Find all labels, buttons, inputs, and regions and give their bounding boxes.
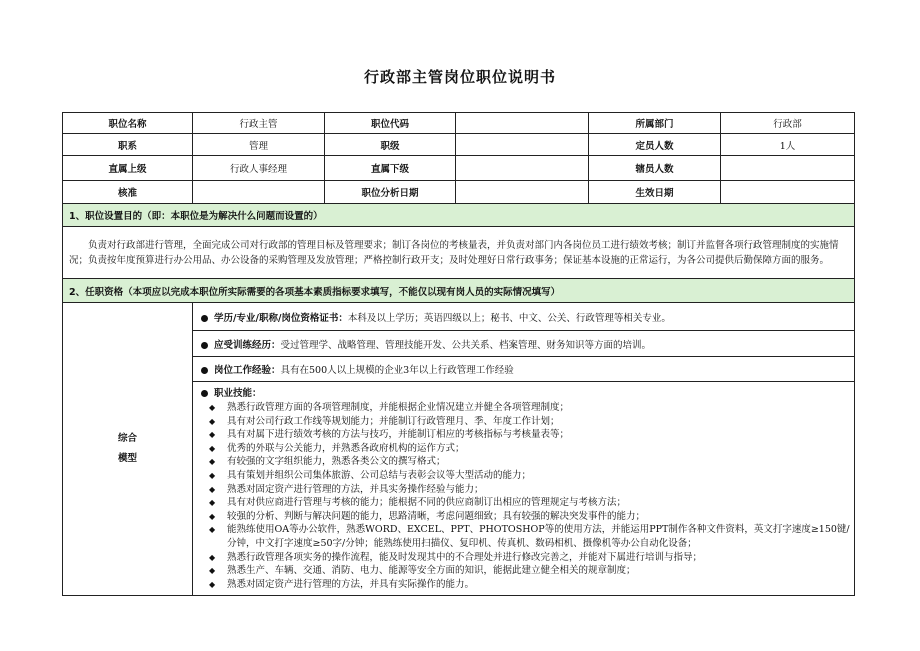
- training-value: 受过管理学、战略管理、管理技能开发、公共关系、档案管理、财务知识等方面的培训。: [280, 339, 652, 351]
- label-position-name: 职位名称: [63, 113, 193, 134]
- label-analysis-date: 职位分析日期: [325, 181, 456, 204]
- diamond-bullet-icon: ◆: [209, 484, 216, 494]
- value-analysis-date: [456, 181, 589, 204]
- value-direct-superior: 行政人事经理: [193, 156, 325, 181]
- skill-text: 具有对公司行政工作线等规划能力；并能制订行政管理月、季、年度工作计划；: [227, 415, 560, 427]
- skill-item: [201, 428, 850, 442]
- training-requirement: [193, 331, 855, 357]
- skill-text: 熟悉对固定资产进行管理的方法，并具有实际操作的能力。: [227, 578, 475, 590]
- value-direct-subordinate: [456, 156, 589, 181]
- label-approval: 核准: [63, 181, 193, 204]
- value-approval: [193, 181, 325, 204]
- job-description-table: [62, 112, 855, 596]
- education-requirement: [193, 303, 855, 331]
- skill-text: 熟悉对固定资产进行管理的方法，并具实务操作经验与能力；: [227, 483, 484, 495]
- skill-item: [201, 551, 850, 565]
- skill-item: [201, 442, 850, 456]
- info-row: [63, 134, 855, 156]
- skill-item: [201, 496, 850, 510]
- skill-text: 熟悉行政管理各项实务的操作流程，能及时发现其中的不合理处并进行修改完善之，并能对下属进行培训与指导；: [227, 551, 703, 563]
- experience-requirement: [193, 357, 855, 382]
- info-row: [63, 156, 855, 181]
- skill-text: 具有对供应商进行管理与考核的能力；能根据不同的供应商制订出相应的管理规定与考核方法；: [227, 497, 627, 509]
- section-2-heading: 2、任职资格（本项应以完成本职位所实际需要的各项基本素质指标要求填写，不能仅以现有岗人员的实际情况填写）: [63, 279, 855, 303]
- label-job-level: 职级: [325, 134, 456, 156]
- skill-text: 有较强的文字组织能力，熟悉各类公文的撰写格式；: [227, 456, 446, 468]
- diamond-bullet-icon: ◆: [209, 470, 216, 480]
- diamond-bullet-icon: ◆: [209, 403, 216, 412]
- training-label: 应受训练经历：: [214, 339, 281, 351]
- bullet-dot-icon: [201, 342, 208, 349]
- education-label: 学历/专业/职称/岗位资格证书：: [214, 312, 348, 324]
- info-row: [63, 113, 855, 134]
- diamond-bullet-icon: ◆: [209, 525, 216, 535]
- skill-text: 能熟练使用OA等办公软件，熟悉WORD、EXCEL、PPT、PHOTOSHOP等的使用方法，并能运用PPT制作各种文件资料，英文打字速度≥150键/分钟，中文打字速度≥50字/分钟；能熟练使用扫描仪、复印机、传真机、数码相机、摄像机等办公自动化设备；: [227, 524, 850, 549]
- label-direct-superior: 直属上级: [63, 156, 193, 181]
- composite-label-line1: 综合: [117, 433, 137, 444]
- diamond-bullet-icon: ◆: [209, 443, 216, 453]
- diamond-bullet-icon: ◆: [209, 579, 216, 589]
- skill-item: [201, 401, 850, 415]
- skill-item: [201, 483, 850, 497]
- value-job-family: 管理: [193, 134, 325, 156]
- skill-item: [201, 510, 850, 524]
- composite-label-line2: 模型: [117, 453, 137, 464]
- section-1-body: 负责对行政部进行管理，全面完成公司对行政部的管理目标及管理要求；制订各岗位的考核量表，并负责对部门内各岗位员工进行绩效考核；制订并监督各项行政管理制度的实施情况；负责按年度预算进行办公用品、办公设备的采购管理及发放管理；严格控制行政开支；及时处理好日常行政事务；保证基本设施的正常运行，为各公司提供后勤保障方面的服务。: [63, 227, 855, 279]
- label-job-family: 职系: [63, 134, 193, 156]
- skill-item: [201, 455, 850, 469]
- value-effective-date: [721, 181, 855, 204]
- bullet-dot-icon: [201, 390, 208, 397]
- experience-label: 岗位工作经验：: [214, 365, 281, 376]
- section-1-heading: 1、职位设置目的（即：本职位是为解决什么问题而设置的）: [63, 204, 855, 227]
- skills-label: 职业技能：: [214, 388, 262, 399]
- skills-requirement: [193, 382, 855, 596]
- skill-item: [201, 523, 850, 550]
- value-subordinate-count: [721, 156, 855, 181]
- skill-text: 熟悉行政管理方面的各项管理制度，并能根据企业情况建立并健全各项管理制度；: [227, 402, 570, 413]
- diamond-bullet-icon: ◆: [209, 511, 216, 521]
- diamond-bullet-icon: ◆: [209, 566, 216, 576]
- value-job-level: [456, 134, 589, 156]
- diamond-bullet-icon: ◆: [209, 416, 216, 426]
- skill-text: 具有策划并组织公司集体旅游、公司总结与表彰会议等大型活动的能力；: [227, 469, 532, 481]
- diamond-bullet-icon: ◆: [209, 430, 216, 440]
- value-position-code: [456, 113, 589, 134]
- skill-text: 熟悉生产、车辆、交通、消防、电力、能源等安全方面的知识，能据此建立健全相关的规章制度；: [227, 565, 636, 577]
- label-position-code: 职位代码: [325, 113, 456, 134]
- label-subordinate-count: 辖员人数: [589, 156, 721, 181]
- bullet-dot-icon: [201, 315, 208, 322]
- value-position-name: 行政主管: [193, 113, 325, 134]
- info-row: [63, 181, 855, 204]
- skill-text: 较强的分析、判断与解决问题的能力，思路清晰，考虑问题细致；具有较强的解决突发事件的能力；: [227, 510, 646, 522]
- skill-item: [201, 415, 850, 429]
- value-department: 行政部: [721, 113, 855, 134]
- bullet-dot-icon: [201, 367, 208, 374]
- skill-item: [201, 578, 850, 592]
- value-headcount: 1人: [721, 134, 855, 156]
- label-headcount: 定员人数: [589, 134, 721, 156]
- skills-list: [201, 401, 850, 591]
- composite-model-label: [63, 303, 193, 596]
- label-direct-subordinate: 直属下级: [325, 156, 456, 181]
- label-department: 所属部门: [589, 113, 721, 134]
- experience-value: 具有在500人以上规模的企业3年以上行政管理工作经验: [280, 365, 514, 376]
- page-title: 行政部主管岗位职位说明书: [363, 68, 556, 86]
- skill-text: 具有对属下进行绩效考核的方法与技巧，并能制订相应的考核指标与考核量表等；: [227, 429, 570, 441]
- education-value: 本科及以上学历；英语四级以上；秘书、中文、公关、行政管理等相关专业。: [347, 312, 671, 324]
- diamond-bullet-icon: ◆: [209, 498, 216, 508]
- diamond-bullet-icon: ◆: [209, 457, 216, 467]
- diamond-bullet-icon: ◆: [209, 552, 216, 562]
- label-effective-date: 生效日期: [589, 181, 721, 204]
- skill-item: [201, 469, 850, 483]
- skill-text: 优秀的外联与公关能力，并熟悉各政府机构的运作方式；: [227, 442, 465, 454]
- skill-item: [201, 564, 850, 578]
